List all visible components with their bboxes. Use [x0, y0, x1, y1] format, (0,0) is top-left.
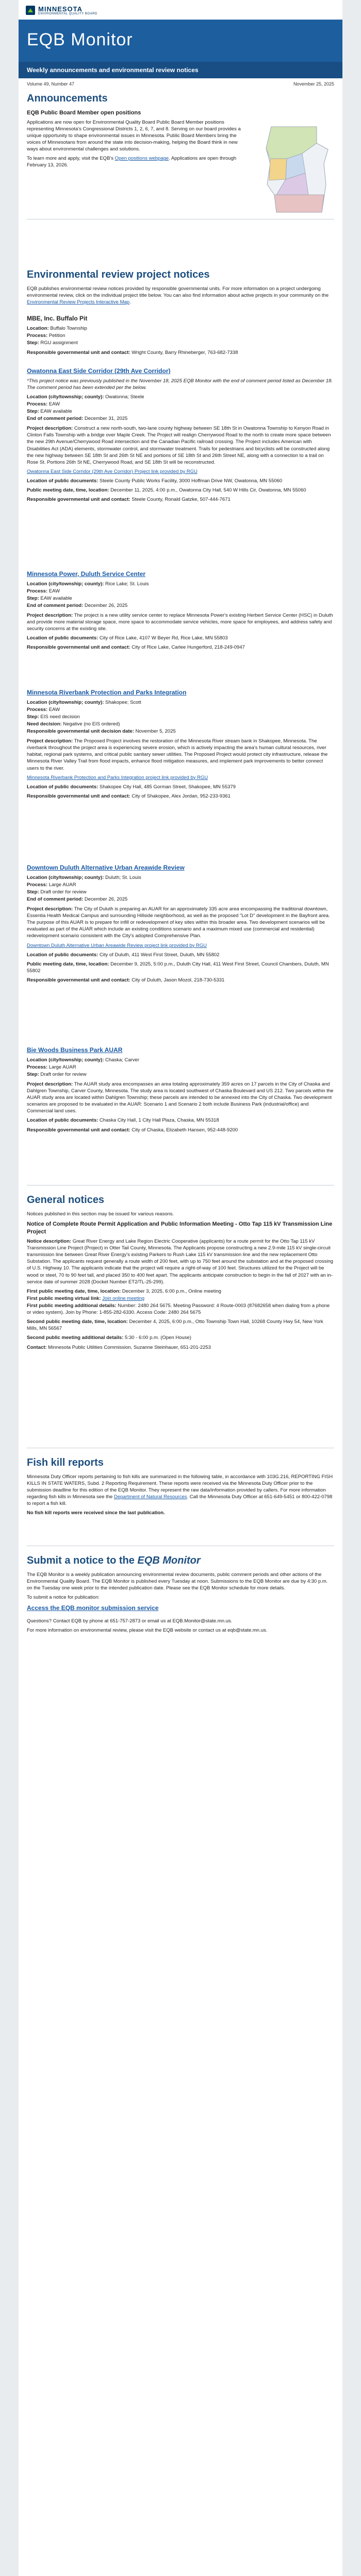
submit-questions: Questions? Contact EQB by phone at 651-757-2873 or email us at EQB.Monitor@state.mn.us.: [27, 1618, 233, 1624]
project-location: Buffalo Township: [50, 325, 87, 331]
join-online-meeting-link[interactable]: Join online meeting: [102, 1295, 145, 1301]
project-notice: Bie Woods Business Park AUAR Location (city/township; county): Chaska; Carver Process: Large AUAR Step: Draft order for review Project description: The AUAR study area encompasses an area totaling approximately 359 acres on 17 parcels in the City of Chaska and Dahlgren Township, Carver County, Minnesota. The study area is located southwest of Chaska Boulevard and US 212. Two parcels within the AUAR study area are located within Dahlgren Township; these parcels are intended to be annexed into the City of Chaska. Two development scenarios are proposed to be evaluated in the AUAR: Scenario 1 and Scenario 2 both include Business Park (industrial/office) and Commercial land uses. Location of public documents: Chaska City Hall, 1 City Hall Plaza, Chaska, MN 55318 Responsible governmental unit and contact: City of Chaska, Elizabeth Hansen, 952-448-9200: [27, 1046, 334, 1133]
project-title-link[interactable]: Downtown Duluth Alternative Urban Areawide Review: [27, 864, 185, 871]
project-process: Petition: [48, 332, 65, 338]
newsletter-title: EQB Monitor: [27, 30, 133, 49]
project-notice: Minnesota Riverbank Protection and Parks Integration Location (city/township; county): Shakopee; Scott Process: EAW Step: EIS need decision Need decision: Negative (no EIS ordered) Responsible governmental unit decision date: November 5, 2025 Project description: The Proposed Project involves the restoration of the Minnesota River stream bank in Shakopee, Minnesota. The riverbank throughout the project area is experiencing severe erosion, which is actively impacting the area's human cultural resources, river habitat, regional park systems, and critical public sanitary sewer utilities. The Proposed Project would protect city infrastructure, release the Minnesota River Valley Trail from flood impacts, enhance flood mitigation measures, and implement park improvements to better connect users to the river. Minnesota Riverbank Protection and Parks Integration project link provided by RGU Location of public documents: Shakopee City Hall, 485 Gorman Street, Shakopee, MN 55379 Responsible governmental unit and contact: City of Shakopee, Alex Jordan, 952-233-9361: [27, 688, 334, 802]
agency-name: ENVIRONMENTAL QUALITY BOARD: [38, 12, 97, 15]
project-title-link[interactable]: Minnesota Power, Duluth Service Center: [27, 570, 146, 578]
dnr-link[interactable]: Department of Natural Resources: [113, 1494, 187, 1500]
mn-logo: [26, 4, 97, 16]
general-notices-heading: General notices: [27, 1194, 105, 1206]
submission-service-link[interactable]: Access the EQB monitor submission service: [27, 1604, 159, 1612]
project-contact: Wright County, Barry Rhineberger, 763-682-7338: [132, 349, 238, 355]
submit-heading: Submit a notice to the EQB Monitor: [27, 1555, 201, 1566]
issue-volume: Volume 49, Number 47: [27, 81, 75, 87]
header-photo-strip: [27, 223, 334, 264]
fish-kill-section: [27, 1456, 334, 1519]
review-notices-intro: EQB publishes environmental review notices provided by responsible governmental units. For more information on a project undergoing environmental review, click on the individual project title below. You can also find information about active projects in your community on the Environmental Review Projects Interactive Map.: [27, 285, 329, 305]
newsletter-subtitle: Weekly announcements and environmental review notices: [19, 62, 342, 78]
general-notice-title: Notice of Complete Route Permit Application and Public Information Meeting - Otto Tap 115 kV Transmission Line Project: [27, 1221, 333, 1235]
fish-kill-none: No fish kill reports were received since the last publication.: [27, 1510, 165, 1516]
project-notice: Owatonna East Side Corridor (29th Ave Corridor) *This project notice was previously published in the November 18, 2025 EQB Monitor with the end of comment period listed as December 18. The comment period has been extended per the below. Location (city/township; county): Owatonna; Steele Process: EAW Step: EAW available End of comment period: December 31, 2025 Project description: Construct a new north-south, two-lane county highway between SE 18th St in Owatonna Township to Kenyon Road in Clinton Falls Township with a bridge over Maple Creek. The Project will realign Cherrywood Road to the north to create more space between the new 29th Avenue/Cherrywood Road intersection and the Canadian Pacific railroad crossing. The Project includes American with Disabilities Act (ADA) elements, stormwater control, and stormwater treatment. Trails for pedestrians and bicyclists will be constructed along the new highway between SE 18th St and 26th St NE and portions of SE 18th St and 26th Street NE, along with a connection to a trail on Rose St. Portions 26th St NE, Cherrywood Road, and SE 18th St will be reconstructed. Owatonna East Side Corridor (29th Ave Corridor) Project link provided by RGU Location of public documents: Steele County Public Works Facility, 3000 Hoffman Drive NW, Owatonna, MN 55060 Public meeting date, time, location: December 11, 2025, 4:00 p.m., Owatonna City Hall, 540 W Hills Cir, Owatonna, MN 55060 Responsible governmental unit and contact: Steele County, Ronald Gatzke, 507-444-7671: [27, 367, 334, 505]
project-description: Construct a new north-south, two-lane county highway between SE 18th St in Owatonna Township to Kenyon Road in Clinton Falls Township with a bridge over Maple Creek. The Project will realign Cherrywood Road to the north to create more space between the new 29th Avenue/Cherrywood Road intersection and the Canadian Pacific railroad crossing. The Project includes American with Disabilities Act (ADA) elements, stormwater control, and stormwater treatment. Trails for pedestrians and bicyclists will be constructed along the new highway between SE 18th St and 26th St NE and portions of SE 18th St and 26th Street NE, along with a connection to a trail on Rose St. Portions 26th St NE, Cherrywood Road, and SE 18th St will be reconstructed.: [27, 426, 331, 465]
review-notices-heading: Environmental review project notices: [27, 269, 210, 280]
review-notices-header: [27, 268, 334, 308]
general-notice-description: Great River Energy and Lake Region Electric Cooperative (applicants) for a route permit for the Otto Tap 115 kV Transmission Line Project (Project) in Otter Tail County, Minnesota. The Applicants propose constructing a new 2.9-mile 115 kV single-circuit transmission line between Great River Energy's existing Parkers to Rush Lake 115 kV transmission line and the new replacement Otto Substation. The applicants request generally a route width of 200 feet, with up to 750 feet around the substation and at the proposed crossing of U.S. Highway 10. The applicants indicate that the project will require a right-of-way of 100 feet. Structures utilized for the Project will be wood or steel, 70 to 90 feet tall, and placed 350 to 400 feet apart. The applicants anticipate construction to begin in the fall of 2027 with an in-service date of summer 2028 (Docket Number ET2/TL-25-299).: [27, 1239, 333, 1285]
interactive-map-link[interactable]: Environmental Review Projects Interactive Map: [27, 299, 130, 305]
general-notices-intro: Notices published in this section may be issued for various reasons.: [27, 1211, 174, 1217]
submit-section: [27, 1554, 334, 1636]
announcement-body-2: To learn more and apply, visit the EQB's Open positions webpage. Applications are open through February 13, 2026.: [27, 156, 237, 168]
issue-date: November 25, 2025: [293, 81, 334, 87]
announcements-section: [27, 92, 250, 172]
project-document-link[interactable]: Minnesota Riverbank Protection and Parks Integration project link provided by RGU: [27, 774, 208, 781]
project-note: *This project notice was previously published in the November 18, 2025 EQB Monitor with the end of comment period listed as December 18. The comment period has been extended per the below.: [27, 378, 333, 391]
pre-header: [19, 0, 342, 20]
project-title-link[interactable]: Owatonna East Side Corridor (29th Ave Corridor): [27, 367, 171, 375]
project-notice: Minnesota Power, Duluth Service Center Location (city/township; county): Rice Lake; St. Louis Process: EAW Step: EAW available End of comment period: December 26, 2025 Project description: The project is a new utility service center to replace Minnesota Power's existing Herbert Service Center (HSC) in Duluth and provide more material storage space, more space to accommodate service vehicles, more space for employees, and address safety and security concerns at the existing site. Location of public documents: City of Rice Lake, 4107 W Beyer Rd, Rice Lake, MN 55803 Responsible governmental unit and contact: City of Rice Lake, Carlee Hungerford, 218-249-0947: [27, 570, 334, 654]
newsletter: [19, 0, 342, 2576]
project-step: RGU assignment: [40, 340, 78, 346]
submit-to: To submit a notice for publication:: [27, 1594, 100, 1600]
project-title: MBE, Inc. Buffalo Pit: [27, 315, 88, 322]
general-notices-section: General notices Notices published in this section may be issued for various reasons. Notice of Complete Route Permit Application and Public Information Meeting - Otto Tap 115 kV Transmission Line Project Notice description: Great River Energy and Lake Region Electric Cooperative (applicants) for a route permit for the Otto Tap 115 kV Transmission Line Project (Project) in Otter Tail County, Minnesota. The Applicants propose constructing a new 2.9-mile 115 kV single-circuit transmission line between Great River Energy's existing Parkers to Rush Lake 115 kV transmission line and the new replacement Otto Substation. The applicants request generally a route width of 200 feet, with up to 750 feet around the substation and at the proposed crossing of U.S. Highway 10. The applicants indicate that the project will require a right-of-way of 100 feet. Structures utilized for the Project will be wood or steel, 70 to 90 feet tall, and placed 350 to 400 feet apart. The applicants anticipate construction to begin in the fall of 2027 with an in-service date of summer 2028 (Docket Number ET2/TL-25-299). First public meeting date, time, location: December 3, 2025, 6:00 p.m., Online meeting First public meeting virtual link: Join online meeting First public meeting additional details: Number: 2480 264 5675. Meeting Password: 4 Route-0003 (87682658 when dialing from a phone or video system). Join by Phone: 1-855-282-6330. Access Code: 2480 264 5675 Second public meeting date, time, location: December 4, 2025, 6:00 p.m., Otto Township Town Hall, 10268 County Hwy 54, New York Mills, MN 56567 Second public meeting additional details: 5:30 - 6:00 p.m. (Open House) Contact: Minnesota Public Utilities Commission, Suzanne Steinhauer, 651-201-2253: [27, 1193, 334, 1353]
state-name: MINNESOTA: [38, 5, 83, 13]
project-notice: Downtown Duluth Alternative Urban Areawide Review Location (city/township; county): Duluth; St. Louis Process: Large AUAR Step: Draft order for review End of comment period: December 26, 2025 Project description: The City of Duluth is preparing an AUAR for an approximately 335 acre area encompassing the traditional downtown, Essentia Health Medical Campus and surrounding Hillside neighborhood, as well as the proposed "Lot D" development in the Bayfront area. The purpose of this AUAR is to prepare for infill or redevelopment of key sites within this broader area. Two development scenarios will be evaluated as part of the AUAR which include an existing conditions scenario and a maximum mixed use (commercial and residential) redevelopment scenario consistent with the City's adopted Comprehensive Plan. Downtown Duluth Alternative Urban Areawide Review project link provided by RGU Location of public documents: City of Duluth, 411 West First Street, Duluth, MN 55802 Public meeting date, time, location: December 9, 2025, 5:00 p.m., Duluth City Hall, 411 West First Street, Council Chambers, Duluth, MN 55802 Responsible governmental unit and contact: City of Duluth, Jason Mozol, 218-730-5331: [27, 863, 334, 986]
submit-body: The EQB Monitor is a weekly publication announcing environmental review documents, public comment periods and other actions of the Environmental Quality Board. The EQB Monitor is published every Tuesday at noon. Submissions to the EQB Monitor are due by 4:30 p.m. on the Tuesday one week prior to the intended publication date. Please see the EQB Monitor schedule for more details.: [27, 1571, 328, 1591]
fish-kill-heading: Fish kill reports: [27, 1457, 104, 1468]
fish-kill-body: Minnesota Duty Officer reports pertaining to fish kills are summarized in the following table, in accordance with 103G.216, REPORTING FISH KILLS IN STATE WATERS, Subd. 2 Reporting Requirement. These reports were received via the Minnesota Duty Officer prior to the submission deadline for this edition of the EQB Monitor. They represent the raw data/information provided by callers. For more information regarding fish kills in Minnesota see the Department of Natural Resources. Call the Minnesota Duty Officer at 651-649-5451 or 800-422-0798 to report a fish kill.: [27, 1473, 333, 1507]
project-document-link[interactable]: Downtown Duluth Alternative Urban Areawide Review project link provided by RGU: [27, 942, 207, 948]
minnesota-mark-icon: [26, 6, 35, 15]
announcement-title: EQB Public Board Member open positions: [27, 109, 141, 116]
congressional-district-map: [256, 123, 333, 215]
open-positions-link[interactable]: Open positions webpage: [114, 156, 169, 162]
issue-meta: [27, 81, 334, 87]
project-title-link[interactable]: Minnesota Riverbank Protection and Parks Integration: [27, 689, 187, 696]
project-document-link[interactable]: Owatonna East Side Corridor (29th Ave Corridor) Project link provided by RGU: [27, 468, 198, 474]
hero-banner: [19, 20, 342, 78]
project-notice: MBE, Inc. Buffalo Pit Location: Buffalo Township Process: Petition Step: RGU assignment Responsible governmental unit and contact: Wright County, Barry Rhineberger, 763-682-7338: [27, 314, 334, 357]
announcements-heading: Announcements: [27, 93, 108, 104]
project-title-link[interactable]: Bie Woods Business Park AUAR: [27, 1046, 123, 1054]
submit-more: For more information on environmental review, please visit the EQB website or contact us at eqb@state.mn.us.: [27, 1627, 268, 1633]
announcement-body: Applications are now open for Environmental Quality Board Public Board Member positions representing Minnesota's Congressional Districts 1, 2, 6, 7, and 8. Serving on our board provides a unique opportunity to shape environmental issues in Minnesota. Public Board Members bring the voices of Minnesotans from around the state into decision-making, helping the Board think in new ways about environmental challenges and solutions.: [27, 119, 241, 152]
